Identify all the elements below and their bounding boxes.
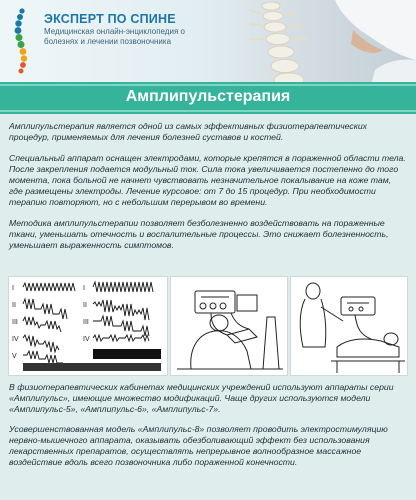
page-title: Амплипульстерапия xyxy=(125,88,291,105)
nurse-patient-figure xyxy=(290,276,408,376)
device-patient-figure xyxy=(170,276,288,376)
spine-logo-icon xyxy=(6,6,36,76)
title-bar-stripe-top xyxy=(0,84,416,86)
device-patient-sketch xyxy=(171,277,288,376)
paragraph-intro: Амплипульстерапия является одной из самых эффективных физиотерапевтических процедур, применяемых для лечения болезней суставов и костей. xyxy=(9,121,367,142)
waveform-label-r4: IV xyxy=(83,336,90,343)
waveform-label-r2: II xyxy=(83,302,87,309)
illustrations-row xyxy=(8,276,408,376)
nurse-patient-sketch xyxy=(291,277,408,376)
waveform-figure xyxy=(8,276,168,376)
article-body-top xyxy=(9,121,406,260)
paragraph-benefits: Методика амплипульстерапии позволяет безболезненно воздействовать на пораженные ткани, уменьшать отечность и воспалительные процессы. Это снижает болезненность, уменьшает выраженность симптомов. xyxy=(9,218,389,250)
waveform-label-r3: III xyxy=(83,319,89,326)
article-body-bottom xyxy=(9,382,406,477)
waveform-block xyxy=(93,349,161,359)
title-bar xyxy=(0,82,416,114)
waveform-label-1: I xyxy=(12,285,14,292)
brand-subtitle: Медицинская онлайн-энциклопедия о болезнях и лечении позвоночника xyxy=(44,27,185,46)
waveform-label-4: IV xyxy=(12,336,19,343)
waveform-label-3: III xyxy=(12,319,18,326)
brand-block[interactable] xyxy=(44,12,194,47)
title-bar-stripe-bottom xyxy=(0,110,416,112)
header-spine-photo xyxy=(185,0,416,88)
paragraph-procedure: Специальный аппарат оснащен электродами, которые крепятся в пораженной области тела. После закрепления подается модульный ток. Сила тока увеличивается постепенно до того момента, пока больной не начнет чувствовать незначительное покалывание на коже там, где размещены электроды. Лечение курсовое: от 7 до 15 процедур. При необходимости терапию повторяют, но с небольшим перерывом во времени. xyxy=(9,153,406,207)
paragraph-model-8: Усовершенствованная модель «Амплипульс-8» позволяет проводить электростимуляцию нервно-мышечного аппарата, оказывать обезболивающий эффект без использования лекарственных препаратов, осуществлять непрерывное волнообразное массажное воздействие вдоль всего позвоночника либо пораженной конечности. xyxy=(9,424,388,467)
waveform-label-5: V xyxy=(12,353,17,360)
paragraph-devices: В физиотерапевтических кабинетах медицинских учреждений используют аппараты серии «Амплипульс», имеющие множество модификаций. Чаще других используются модели «Амплипульс-5», «Амплипульс-6», «Амплипульс-7». xyxy=(9,382,394,414)
waveform-block-2 xyxy=(23,363,161,371)
brand-title: ЭКСПЕРТ ПО СПИНЕ xyxy=(44,12,176,26)
waveform-label-2: II xyxy=(12,302,16,309)
site-header xyxy=(0,0,416,88)
waveform-diagram xyxy=(9,277,168,376)
waveform-label-r1: I xyxy=(83,285,85,292)
